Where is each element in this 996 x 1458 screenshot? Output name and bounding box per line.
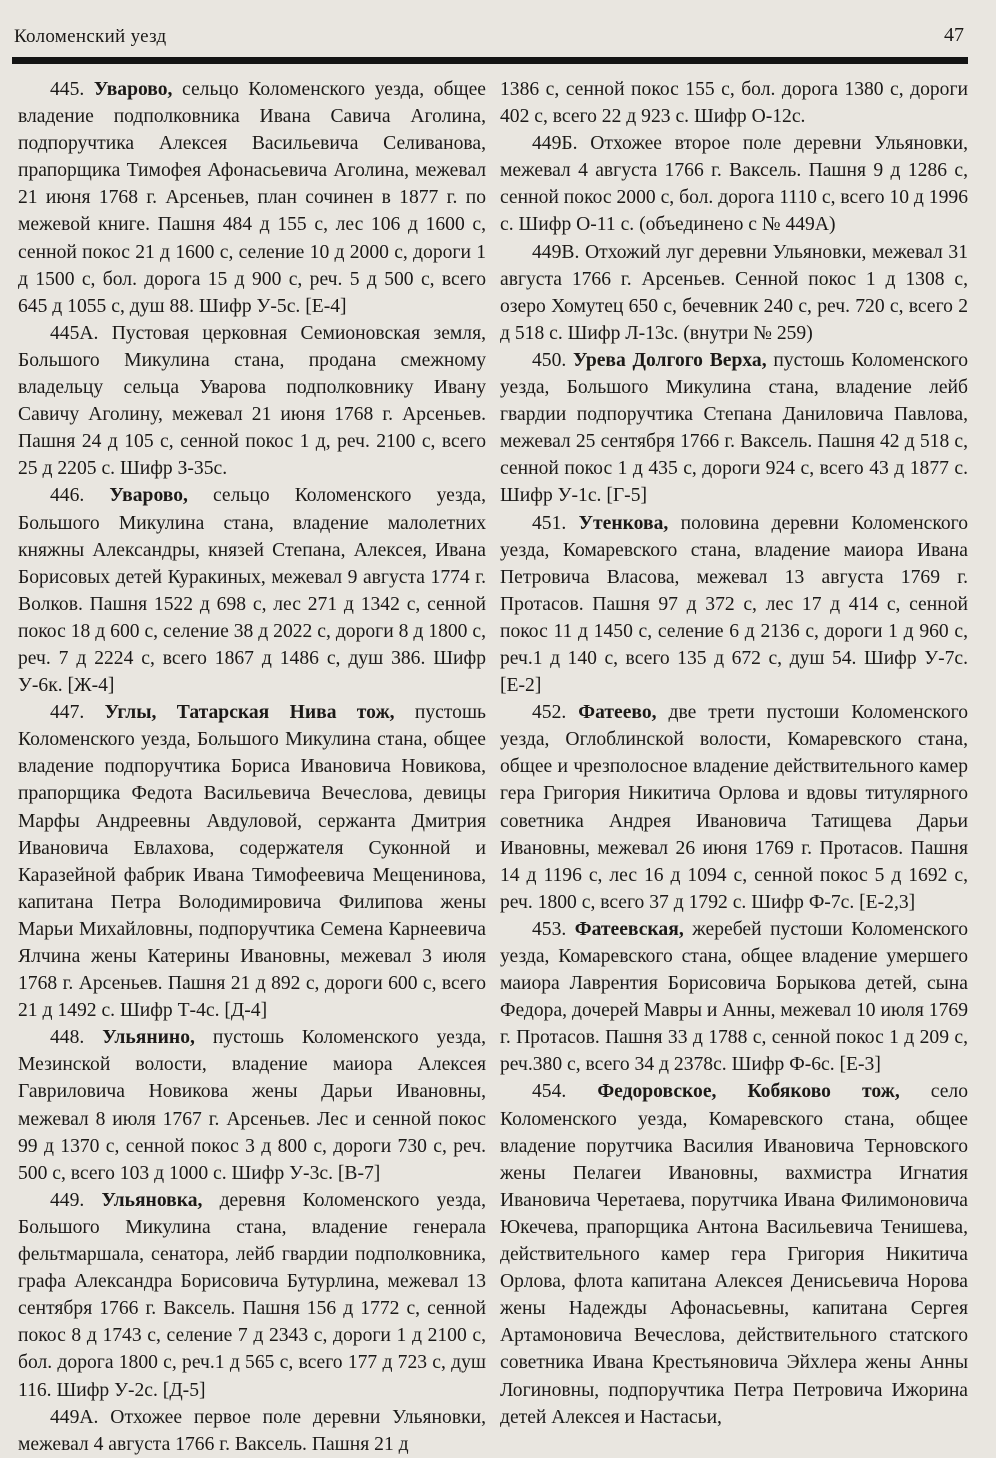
- right-column: [500, 76, 968, 1431]
- entry-449a-continued: 1386 с, сенной покос 155 с, бол. дорога 1380 с, дороги 402 с, всего 22 д 923 с. Шифр О-12с.: [500, 79, 968, 128]
- running-header: [14, 24, 964, 50]
- entry-452: 452. Фатеево, две трети пустоши Коломенского уезда, Оглоблинской волости, Комаревского стана, общее и чрезполосное владение действительного камер гера Григория Никитича Орлова и вдовы титулярного советника Андрея Ивановича Татищева Дарьи Ивановны, межевал 26 июня 1769 г. Протасов. Пашня 14 д 1196 с, лес 16 д 1094 с, сенной покос 5 д 1692 с, реч. 1800 с, всего 37 д 1792 с. Шифр Ф-7с. [Е-2,3]: [500, 702, 969, 913]
- entry-447: 447. Углы, Татарская Нива тож, пустошь Коломенского уезда, Большого Микулина стана, общее владение подпоручтика Бориса Ивановича Новикова, прапорщика Федота Васильевича Вечеслова, девицы Марфы Андреевны Авдуловой, сержанта Дмитрия Ивановича Евлахова, содержателя Суконной и Каразейной фабрик Ивана Тимофеевича Мещенинова, капитана Петра Володимировича Филипова жены Марьи Михайловны, подпоручтика Семена Карнеевича Ялчина жены Катерины Ивановны, межевал 3 июля 1768 г. Арсеньев. Пашня 21 д 892 с, дороги 600 с, всего 21 д 1492 с. Шифр Т-4с. [Д-4]: [18, 702, 486, 1022]
- header-rule: [12, 57, 968, 64]
- entry-449b: 449Б. Отхожее второе поле деревни Ульяновки, межевал 4 августа 1766 г. Ваксель. Пашня 9 д 1286 с, сенной покос 2000 с, бол. дорога 1110 с, всего 10 д 1996 с. Шифр О-11 с. (объединено с № 449А): [500, 133, 968, 236]
- page-number: 47: [944, 24, 964, 46]
- left-column: [18, 76, 486, 1458]
- running-title: Коломенский уезд: [14, 26, 167, 47]
- entry-454: 454. Федоровское, Кобяково тож, село Коломенского уезда, Комаревского стана, общее владение порутчика Василия Ивановича Терновского жены Пелагеи Ивановны, вахмистра Игнатия Ивановича Черетаева, порутчика Ивана Филимоновича Юкечева, прапорщика Антона Васильевича Тенишева, действительного камер гера Григория Никитича Орлова, флота капитана Алексея Денисьевича Норова жены Надежды Афонасьевны, капитана Сергея Артамоновича Вечеслова, действительного статского советника Ивана Крестьяновича Эйхлера жены Анны Логиновны, подпоручтика Петра Петровича Ижорина детей Алексея и Настасьи,: [500, 1081, 969, 1428]
- entry-451: 451. Утенкова, половина деревни Коломенского уезда, Комаревского стана, владение маиора Ивана Петровича Власова, межевал 13 августа 1769 г. Протасов. Пашня 97 д 372 с, лес 17 д 414 с, сенной покос 11 д 1450 с, селение 6 д 2136 с, дороги 1 д 960 с, реч.1 д 140 с, всего 135 д 672 с, душ 54. Шифр У-7с. [Е-2]: [500, 512, 969, 697]
- entry-448: 448. Ульянино, пустошь Коломенского уезда, Мезинской волости, владение маиора Алексея Гавриловича Новикова жены Дарьи Ивановны, межевал 8 июля 1767 г. Арсеньев. Лес и сенной покос 99 д 1370 с, сенной покос 3 д 800 с, дороги 730 с, реч. 500 с, всего 103 д 1000 с. Шифр У-3с. [В-7]: [18, 1027, 486, 1184]
- entry-446: 446. Уварово, сельцо Коломенского уезда, Большого Микулина стана, владение малолетних княжны Александры, князей Степана, Алексея, Ивана Борисовых детей Куракиных, межевал 9 августа 1774 г. Волков. Пашня 1522 д 698 с, лес 271 д 1342 с, сенной покос 18 д 600 с, селение 38 д 2022 с, дороги 8 д 1800 с, реч. 7 д 2224 с, всего 1867 д 1486 с, душ 386. Шифр У-6к. [Ж-4]: [18, 485, 487, 697]
- entry-449: 449. Ульяновка, деревня Коломенского уезда, Большого Микулина стана, владение генерала фельтмаршала, сенатора, лейб гвардии подполковника, графа Александра Борисовича Бутурлина, межевал 13 сентября 1766 г. Ваксель. Пашня 156 д 1772 с, сенной покос 8 д 1743 с, селение 7 д 2343 с, дороги 1 д 2100 с, бол. дорога 1800 с, реч.1 д 565 с, всего 177 д 723 с, душ 116. Шифр У-2с. [Д-5]: [18, 1189, 486, 1401]
- entry-449v: 449В. Отхожий луг деревни Ульяновки, межевал 31 августа 1766 г. Арсеньев. Сенной покос 1 д 1308 с, озеро Хомутец 650 с, бечевник 240 с, реч. 720 с, всего 2 д 518 с. Шифр Л-13с. (внутри № 259): [500, 241, 968, 344]
- entry-450: 450. Урева Долгого Верха, пустошь Коломенского уезда, Большого Микулина стана, владение лейб гвардии подпоручтика Степана Даниловича Павлова, межевал 25 сентября 1766 г. Ваксель. Пашня 42 д 518 с, сенной покос 1 д 435 с, дороги 924 с, всего 43 д 1877 с. Шифр У-1с. [Г-5]: [500, 349, 968, 507]
- entry-453: 453. Фатеевская, жеребей пустоши Коломенского уезда, Комаревского стана, общее владение умершего маиора Лаврентия Борисовича Борыкова детей, сына Федора, дочерей Мавры и Анны, межевал 10 июля 1769 г. Протасов. Пашня 33 д 1788 с, сенной покос 1 д 209 с, реч.380 с, всего 34 д 2378с. Шифр Ф-6с. [Е-3]: [500, 918, 968, 1076]
- entry-449a: 449А. Отхожее первое поле деревни Ульяновки, межевал 4 августа 1766 г. Ваксель. Пашня 21 д: [18, 1406, 486, 1455]
- entry-445: 445. Уварово, сельцо Коломенского уезда, общее владение подполковника Ивана Савича Аголина, подпоручтика Алексея Васильевича Селиванова, прапорщика Тимофея Афонасьевича Аголина, межевал 21 июня 1768 г. Арсеньев, план сочинен в 1877 г. по межевой книге. Пашня 484 д 155 с, лес 106 д 1600 с, сенной покос 21 д 1600 с, селение 10 д 2000 с, дороги 1 д 1500 с, бол. дорога 15 д 900 с, реч. 5 д 500 с, всего 645 д 1055 с, душ 88. Шифр У-5с. [Е-4]: [18, 79, 487, 317]
- entry-445a: 445А. Пустовая церковная Семионовская земля, Большого Микулина стана, продана смежному владельцу сельца Уварова подполковнику Ивану Савичу Аголину, межевал 21 июня 1768 г. Арсеньев. Пашня 24 д 105 с, сенной покос 1 д, реч. 2100 с, всего 25 д 2205 с. Шифр З-35с.: [18, 322, 486, 480]
